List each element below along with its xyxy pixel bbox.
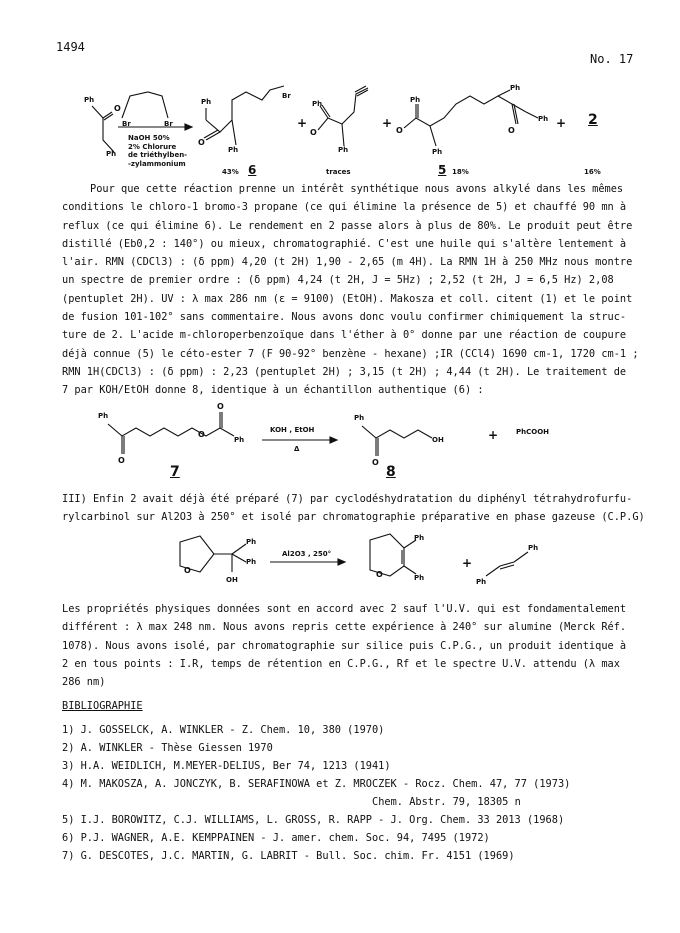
yield-2: 16%: [584, 168, 601, 176]
scheme-3-structures: [0, 530, 680, 602]
s2-reagent: KOH , EtOH: [270, 426, 315, 434]
reagent-br-2: Br: [164, 120, 173, 128]
product-5-o-1: O: [396, 126, 403, 135]
s2-heat: Δ: [294, 445, 300, 453]
paragraph-3: Les propriétés physiques données sont en accord avec 2 sauf l'U.V. qui est fondamentalement différent : λ max 248 nm. Nous avons repris cette expérience à 240° sur alumine (Merck Réf. 1078). Nous avons isolé, par chromatographie sur silice puis C.P.G., un produit identique à 2 en tous points : I.R, temps de rétention en C.P.G., Rf et le spectre U.V. attendu (λ max 286 nm): [62, 603, 627, 689]
product-5-o-2: O: [508, 126, 515, 135]
s2-ester-o: O: [198, 430, 205, 439]
traces-ph-2: Ph: [338, 146, 349, 154]
paragraph-2: III) Enfin 2 avait déjà été préparé (7) par cyclodéshydratation du diphényl tétrahydrofurfu- rylcarbinol sur Al2O3 à 250° et isolé par chromatographie préparative en phase gazeuse (C.P.G): [62, 493, 645, 524]
traces-ph-1: Ph: [312, 100, 323, 108]
reference-5: 5) I.J. BOROWITZ, C.J. WILLIAMS, L. GROSS, R. RAPP - J. Org. Chem. 33 2013 (1968): [62, 814, 565, 826]
s2-o-1: O: [118, 456, 125, 465]
scheme-2: [0, 400, 680, 490]
bibliography: [62, 700, 642, 862]
s3-ph-4: Ph: [414, 574, 425, 582]
traces-label: traces: [326, 168, 351, 176]
reference-6: 6) P.J. WAGNER, A.E. KEMPPAINEN - J. amer. chem. Soc. 94, 7495 (1972): [62, 832, 490, 844]
traces-o: O: [310, 128, 317, 137]
s2-oh: OH: [432, 436, 444, 444]
s2-ph-1: Ph: [98, 412, 109, 420]
reference-7: 7) G. DESCOTES, J.C. MARTIN, G. LABRIT - Bull. Soc. chim. Fr. 4151 (1969): [62, 850, 515, 862]
reagent-br-1: Br: [122, 120, 131, 128]
product-5-ph-1: Ph: [410, 96, 421, 104]
s3-plus: +: [462, 556, 473, 570]
s3-ph-2: Ph: [246, 558, 257, 566]
reference-2: 2) A. WINKLER - Thèse Giessen 1970: [62, 742, 273, 754]
yield-5: 18%: [452, 168, 469, 176]
scheme-1-structures: [0, 0, 680, 190]
paragraph-1: Pour que cette réaction prenne un intérêt synthétique nous avons alkylé dans les mêmes conditions le chloro-1 bromo-3 propane (ce qui élimine la présence de 5) et chauffé 90 mn à reflux (ce qui élimine 6). Le rendement en 2 passe alors à plus de 80%. Le produit peut être distillé (Eb0,2 : 140°) ou mieux, chromatographié. C'est une huile qui s'altère lentement à l'air. RMN (CDCl3) : (δ ppm) 4,20 (t 2H) 1,90 - 2,65 (m 4H). La RMN 1H à 250 MHz nous montre un spectre de premier ordre : (δ ppm) 4,24 (t 2H, J = 5Hz) ; 2,52 (t 2H, J = 6,5 Hz) 2,08 (pentuplet 2H). UV : λ max 286 nm (ε = 9100) (EtOH). Makosza et coll. citent (1) et le point de fusion 101-102° sans commentaire. Nous avons donc voulu confirmer chimiquement la struc- ture de 2. L'acide m-chloroperbenzoïque dans l'éther à 0° donne par une réaction de coupure déjà connue (5) le céto-ester 7 (F 90-92° benzène - hexane) ;IR (CCl4) 1690 cm-1, 1720 cm-1 ; RMN 1H(CDCl3) : (δ ppm) : 2,23 (pentuplet 2H) ; 3,15 (t 2H) ; 4,44 (t 2H). Le traitement de 7 par KOH/EtOH donne 8, identique à un échantillon authentique (6) :: [62, 183, 639, 397]
compound-label-8: 8: [386, 464, 396, 480]
s3-ph-1: Ph: [246, 538, 257, 546]
product-5-ph-4: Ph: [538, 115, 549, 123]
yield-6: 43%: [222, 168, 239, 176]
issue-number: No. 17: [590, 52, 634, 66]
reactant-ph-2: Ph: [106, 150, 117, 158]
s3-o-2: O: [376, 570, 383, 579]
reference-3: 3) H.A. WEIDLICH, M.MEYER-DELIUS, Ber 74, 1213 (1941): [62, 760, 391, 772]
s3-reagent: Al2O3 , 250°: [282, 550, 332, 558]
reactant-ph-1: Ph: [84, 96, 95, 104]
product-6-br: Br: [282, 92, 291, 100]
plus-3: +: [556, 116, 567, 130]
reactant-ketone-o: O: [114, 104, 121, 113]
page-number: 1494: [56, 40, 85, 54]
plus-1: +: [297, 116, 308, 130]
compound-label-2: 2: [588, 112, 598, 128]
product-5-ph-3: Ph: [510, 84, 521, 92]
reference-4: 4) M. MAKOSZA, A. JONCZYK, B. SERAFINOWA et Z. MROCZEK - Rocz. Chem. 47, 77 (1973): [62, 778, 571, 790]
compound-label-6: 6: [248, 163, 257, 177]
scheme-3: [0, 530, 680, 602]
product-6-o: O: [198, 138, 205, 147]
bibliography-heading: BIBLIOGRAPHIE: [62, 700, 143, 712]
s3-ph-5: Ph: [476, 578, 487, 586]
s3-ph-6: Ph: [528, 544, 539, 552]
plus-2: +: [382, 116, 393, 130]
reference-4-continuation: Chem. Abstr. 79, 18305 n: [372, 796, 521, 808]
product-6-ph-2: Ph: [228, 146, 239, 154]
s2-ph-3: Ph: [354, 414, 365, 422]
product-5-ph-2: Ph: [432, 148, 443, 156]
s2-plus: +: [488, 428, 499, 442]
s2-ph-2: Ph: [234, 436, 245, 444]
s2-byproduct: PhCOOH: [516, 428, 550, 436]
s2-o-3: O: [372, 458, 379, 467]
s3-ph-3: Ph: [414, 534, 425, 542]
reference-1: 1) J. GOSSELCK, A. WINKLER - Z. Chem. 10, 380 (1970): [62, 724, 385, 736]
scheme-1: [0, 0, 680, 190]
s3-oh: OH: [226, 576, 238, 584]
product-6-ph-1: Ph: [201, 98, 212, 106]
compound-label-5: 5: [438, 163, 447, 177]
reaction-conditions: NaOH 50% 2% Chlorure de triéthylben- -zylammonium: [128, 134, 188, 168]
s2-o-2: O: [217, 402, 224, 411]
compound-label-7: 7: [170, 464, 180, 480]
s3-o-1: O: [184, 566, 191, 575]
